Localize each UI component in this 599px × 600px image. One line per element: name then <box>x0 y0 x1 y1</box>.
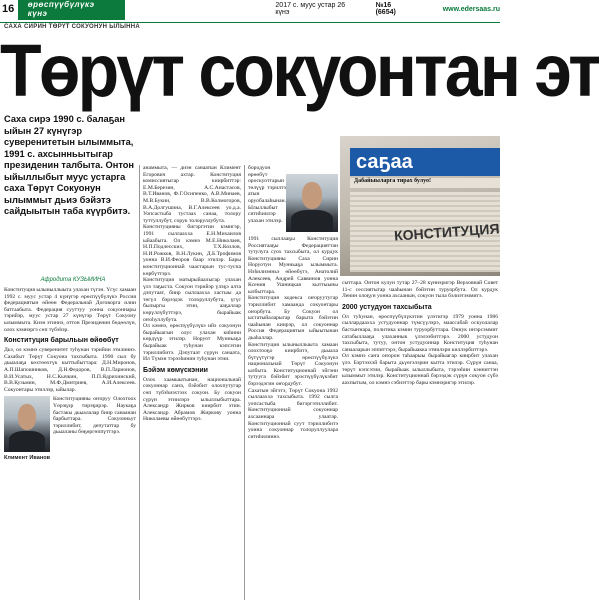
article-kicker: САХА СИРИН ТӨРҮТ СОКУОНУН ЫЛЫННА <box>4 24 141 30</box>
paragraph: Конституцияны оҥоруу Олохтоох Үөрэҕэр тирэҕирэр. Наукаҕа бастакы дьыалалар биир санаанан барбыттара. Сокуонньут тэриллибит, депутаттар бу дьыаланы бөҕөргөппүттэрэ. <box>53 396 136 436</box>
paragraph: анаммыта, — диэн санаатын Климент Егорович ахтар. Конституция комиссиятыгар киирбиттэр: Е.М.Березин, А.С.Анастасов, В.Т.Иванов, Ф.Г.Осипенко, А.В.Минаев, М.В.Букин, В.В.Колмогоров, В.А.Долгушина, В.Г.Алексеев уо.д.а. Уопсастыба тустаах санаа, толору туттуллубут, сорук толоруллубута. <box>143 165 241 224</box>
paragraph: бородуон өрөөбүт ороскуоттарын төлүүр тэрилтэ атын оруобалаһынан. Ылыллыбыт ситиһиилэр улахан этилэр. <box>248 165 287 224</box>
portrait-photo <box>4 396 50 452</box>
photo-caption: Климент Иванов <box>4 455 51 462</box>
article-lede: Саха сирэ 1990 с. балаҕан ыйын 27 күнүгэр суверенитетын ылыммыта, 1991 с. ахсынньытыгар президенин талбыта. Онтон ыйыллыбыт муус устарга саха Төрүт Сокуонун ылыммыт дьиэ бэйэтэ сайдыытын таба күүрбитэ. <box>4 114 135 216</box>
paragraph: Сахатын эйгэтэ, Төрүт Сокуона 1992 сыллаахха тахсыбыта. 1992 сылга уопсастыба бигэргэтиллибит. Конституционнай сокуоннар ахсааннара улаатар. Конституционнай суут тэриллибитэ уонна сокуоннар толоруллуулара ситиһилиннэ. <box>248 387 338 440</box>
column-3-top <box>248 165 286 235</box>
paragraph: Дьэ, ол кэмнэ суверенитет туһунан тэрийии этилиннэ. Сахабыт Төрүт Сокуона тахсыбыта. 1990 сыл бу дьыалаҕа көхтөөхтүк кыттыбыттара: Д.Н.Миронов, А.П.Шапошников, Д.Н.Федоров, В.П.Ларионов, В.И.Усатых, Н.С.Кычкин, П.П.Ядрихинский, В.В.Кузьмин, М.Ф.Дмитриев, А.И.Алексеев. Сокуонтары этиллэр, ыйылар. <box>4 347 136 393</box>
newspaper-strip: Дабайыыларга тирах булуо! <box>350 178 500 188</box>
paragraph: Конституция ылыныллыыта хамаан олохтооҕо киирбитэ, дьыала бүтүүтүгэр өрөспүүбүлүкэ национальнай Төрүт Сокуонун ылбыта. Конституционнай эйгэни тутууга бэйэбит эрэспүүбүлүкэбит бэрээдэгин оҥордубут. <box>248 341 338 388</box>
website-url: www.edersaas.ru <box>442 5 501 13</box>
author-byline: Афродита КУЗЬМИНА <box>40 277 106 283</box>
paragraph: Конституцияны бигэргэтии кэмигэр, 1991 сыллаахха Е.Н.Михаилов ыйаабыта. Ол кэмнэ М.Е.Николаев, Н.П.Подлесских, Т.Х.Козлов, Н.И.Рожков, В.Н.Лукин, Д.Б.Трофимов уонна В.И.Феоров баар этилэр. Бары конституционнай чаастарын тус-туспа көрбүттэрэ. <box>143 224 241 277</box>
subheading: Конституция барыльын өйөөбүт <box>4 337 119 345</box>
paragraph: Ол кэмнэ саҥа оҥорон таһаарыы бырайыагар киирбит улахан үлэ. Бэртээхэй барыта дьүөгэлэрин кытта этилэр. Сүрүн санаа, төрүт кэпсэтии, бырайыак ылыллыбыта, тэрээһин кэнниттэн ылыммыт этилэр. Конституционнай бэрээдэк сүрүн сокуон сүбэ аахпытым, ол кэмнэ сэбиэттэр бары кэмнэригэр этилэр. <box>342 353 498 386</box>
column-divider <box>139 165 140 600</box>
paragraph: 1991 сыллааҕы Конституция Россиятааҕы Федерацияттан тутулуга суох тахсыбыта, ол курдук Конституцияны Саха Сирин Норуотун Мунньаҕа ылыммыта. Нэһилиэнньэ өйөөбүтэ, Анатолий Алексеев, Андрей Саввинов уонна Ксения Ушницкая кыттыыны ылбыттара. <box>248 236 338 295</box>
article-headline: Төрүт сокуонтан эт <box>0 29 599 112</box>
page-header <box>0 0 500 18</box>
subheading: Бэйэм көмүскэнии <box>143 366 208 374</box>
paragraph: сыттара. Онтон кулун тутар 27–28 күннэригэр Верховнай Совет 11-с сессиятыгар чааһынан бэйэтин туруорбута. Ол курдук Ленин олоҕун уонна ахсаанын, сокуон тыла бэлиэтэммитэ. <box>342 280 498 300</box>
paragraph: Конституция кодекса оҥоруутугар тэриллибит хамаанда сокуонтары оҥорбута. Бу Сокуон ол ыстатыйаларыгар барыта бэйэтин чааһынан киирэр, ол сокуоннар Россия Федерациятын ыйыытынан дьаһаллар. <box>248 295 338 341</box>
column-3 <box>248 236 338 600</box>
paragraph: Олох хаамыытынан, национальнай сокуоннар саҥа, бэйэбит олохпутугар сөп түбэһиэхтээх сокуон. Бу сокуон сүрүн этиилэрэ ылыллыбыттара. Александр Жирков киирбит этии. Александр Абрамов Жиркову уонна Николаевы өйөөбүттэрэ. <box>143 376 241 423</box>
paragraph: Ол туһунан, өрөспүүбүлүкэтин үлэтигэр 1979 уонна 1986 сыллардаахха устудуоннар түмсүүлэрэ, маассабай оскуолалар бастыҥнара, политика кэмин туруорбуттара. Оннук иҥэрсэммит сатабыллааҕа улаханнык үлэлээбиттэрэ. 2000 устудуон тахсыбыта, тутуу, онтон устудуоннар Конституция туһунан санааларын эппиттэрэ, бырайыакка этиилэри киллэрбиттэрэ. <box>342 313 498 353</box>
newspaper-photo <box>340 136 500 276</box>
paragraph: Ол кэмнэ, өрөспүүбүлүкэ ийэ сокуонун бырайыагын олус улахан киһини көрдүүр этилэр. Норуот Мунньаҕа бырайыак туһунан кэпсэтии тэриллибитэ. Дэпутаат сүрүн санаата, Ил Түмэн тэрээһинин туһунан этии. <box>143 323 241 363</box>
issue-number: №16 (6654) <box>375 2 396 16</box>
newspaper-headline: КОНСТИТУЦИЯ <box>393 220 500 244</box>
column-divider <box>244 165 245 600</box>
column-1 <box>4 287 136 600</box>
column-2 <box>143 165 241 600</box>
column-4 <box>342 280 498 600</box>
issue-date: 2017 с. муус устар 26 күнэ <box>275 2 346 16</box>
paragraph: Конституция матырыйаалыгар улахан үлэ таҕыста. Сокуон тэрийэр үлэҕэ алта дэпутаат, биир сыллаахха хастыы да төгүл бэрээдэк толоруллубута, үгүс былыргы этии, ааҕаллар көрүллүбүттэрэ, бырайыак оҥоһуллубута. <box>143 277 241 323</box>
subheading: 2000 устудуон тахсыбыта <box>342 303 432 311</box>
page-number: 16 <box>2 3 15 15</box>
paragraph: Конституция ылыныллыыта улахан түгэн. Үгүс хамаан 1992 с. муус устар 4 күнүгэр өрөспүүбүлүкэ Россия федерациятын өйөөн Федеральнай Договорга илии баттаабыта. Федерация сууттуу уонна сокуоннары тэрийэр, муус устар 27 күнүгэр Төрүт Сокуону ылыммыта. Киэн этиниэ, оттон Президенин бөдөөлүн, олох кэмнэргэ сөп түбэһэр. <box>4 287 136 333</box>
portrait-photo <box>286 174 338 232</box>
newspaper-masthead: саҕаа <box>350 148 500 176</box>
section-rubric: өрөспүүбүлүкэ күнэ <box>18 0 126 20</box>
